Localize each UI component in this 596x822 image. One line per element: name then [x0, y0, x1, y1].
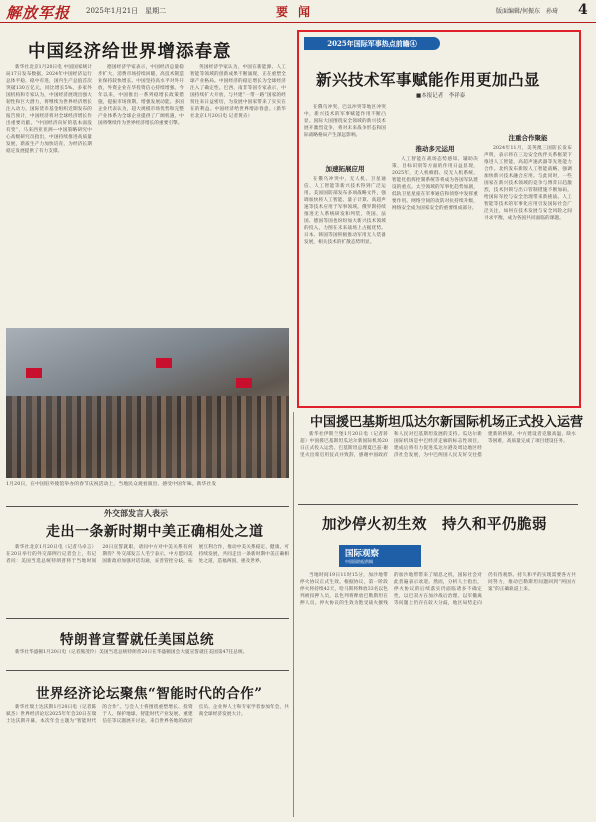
article-ceasefire: 当地时间19日11时15分，加沙地带停火协议正式生效。根据协议，第一阶段停火将持续42天，哈马斯将释放33名以色列被扣押人员，以色列将释放巴勒斯坦在押人员。停火协议的生效为饱受战火摧残的加沙地带带来了喘息之机，国际社会对此普遍表示欢迎。然而，分析人士指出，停火协议的后续落实仍面临诸多不确定性，以巴双方在加沙战后治理、以军撤离等问题上仍存在较大分歧，地区局势走向仍有待观察。持久和平的实现需要各方共同努力，推动巴勒斯坦问题回到“两国方案”的正确轨道上来。: [300, 573, 576, 606]
divider: [298, 504, 578, 505]
news-photo-festival: [6, 328, 289, 478]
article-inauguration: 新华社华盛顿1月20日电（记者熊茂伶）美国当选总统特朗普20日在华盛顿国会大厦宣誓就任美国第47任总统。: [15, 650, 248, 655]
newspaper-logo: 解放军报: [6, 4, 71, 22]
military-lead: 在俄乌冲突、巴以冲突等地区冲突中，新兴技术的军事赋能作用不断凸显。国际大国围绕安全领域的新兴技术展开激烈竞争，将对未来战争形态和国际战略格局产生深远影响。: [304, 105, 386, 138]
international-observation-tag: [339, 545, 421, 567]
article-china-col1: 新华社北京1月20日电 中国国家统计局17日发布数据，2024年中国经济运行总体平稳、稳中有进，国内生产总值首次突破130万亿元，同比增长5%。多家外国机构和专家认为，中国经济展现出强大韧性和巨大潜力，将继续为世界经济增长注入动力。国际货币基金组织近期发布的报告预计，中国经济将对全球经济增长作出重要贡献。“中国经济向好的基本面没有变”，马来西亚亚洲—中国策略研究中心高级研究员指出，中国持续推进高质量发展，新质生产力加快培育，为经济长期稳定发展提供了有力支撑。: [6, 65, 92, 154]
masthead: [0, 0, 596, 23]
issue-date: 2025年1月21日 星期二: [86, 7, 167, 15]
headline-airport: 中国援巴基斯坦瓜达尔新国际机场正式投入运营: [310, 415, 584, 430]
column-divider: [293, 412, 294, 817]
headline-military-tech: 新兴技术军事赋能作用更加凸显: [316, 70, 541, 89]
article-china-col3: 英国经济学家认为，中国在新能源、人工智能等领域的创新成果不断涌现，正在重塑全球产业格局。中国经济的稳定增长为全球经济注入了确定性。巴西、南非等国专家表示，中国持续扩大开放，与共建“一带一路”国家的经贸往来日益密切，为发展中国家带来了实实在在的利益。中国经济给世界增添春意。（新华社北京1月20日电 记者黄垚）: [190, 65, 286, 119]
military-section1: 在俄乌冲突中，无人机、卫星通信、人工智能等新兴技术得到广泛运用。美国国防部发布多项战略文件，强调加快将人工智能、量子计算、高超声速等技术应用于军事领域。俄罗斯持续推进无人系统研发和列装，英国、法国、德国等国也纷纷加大新兴技术领域的投入，力图在未来战场上占据优势。日本、韩国等国积极推动军用无人装备发展，相关技术的扩散态势明显。: [304, 177, 386, 245]
photo-caption: 1月20日，在中国驻外使馆举办的春节庆祝活动上，当地民众观看演出、感受中国年味。新华社发: [6, 482, 217, 487]
kicker-foreign: 外交部发言人表示: [104, 508, 168, 518]
intl-sub: 中国国防报供稿: [345, 559, 373, 564]
military-section2: 人工智能在战场态势感知、辅助决策、目标识别等方面的作用日益显现，2025年，无人机蜂群、反无人机系统、智能化指挥控制系统等将成为各国军队建设的重点。太空领域的军事化趋势加剧，低轨卫星星座在军事通信和侦察中发挥重要作用。网络空间的攻防对抗持续升级，网络安全成为国家安全的重要组成部分。: [392, 157, 478, 211]
headline-ceasefire: 加沙停火初生效 持久和平仍脆弱: [322, 516, 547, 533]
intl-label: 国际观察: [345, 549, 380, 559]
subhead-expand: 加速拓展应用: [325, 165, 365, 173]
divider: [6, 670, 289, 671]
subhead-diverse: 推动多元运用: [415, 145, 455, 153]
article-foreign: 新华社北京1月20日电（记者马卓言）在20日举行的外交部例行记者会上，有记者问：美国当选总统特朗普将于当地时间20日宣誓就职，请问中方对中美关系有何期待？外交部发言人毛宁表示，中方愿同美国新政府加强对话沟通，妥善管控分歧，拓展互利合作，推动中美关系稳定、健康、可持续发展，共同走出一条新时期中美正确相处之道，造福两国，惠及世界。: [6, 545, 289, 564]
headline-wef: 世界经济论坛聚焦“智能时代的合作”: [36, 686, 263, 702]
byline: ■本报记者 李祥泰: [416, 93, 466, 99]
article-airport: 新华社伊斯兰堡1月20日电（记者蒋超）中国援巴基斯坦瓜达尔新国际机场20日正式投入运营。巴基斯坦总理夏巴兹·谢里夫出席启用仪式并致辞，感谢中国政府和人民对巴基斯坦发展的支持。瓜达尔新国际机场是中巴经济走廊的标志性项目，建成后将有力促进瓜达尔港及周边地区经济社会发展，为中巴两国人民友好交往搭建新的桥梁。中方建设者克服高温、缺水等困难，高质量完成了项目建设任务。: [300, 432, 576, 458]
headline-china-economy: 中国经济给世界增添春意: [28, 42, 232, 62]
article-wef: 新华社瑞士达沃斯1月20日电（记者陈斌杰）世界经济论坛2025年年会20日在瑞士达沃斯开幕，本次年会主题为“智能时代的合作”。与会人士将围绕重塑增长、投资于人、保护地球、智能时代产业发展、重建信任等议题展开讨论。来自世界各地的政府官员、企业界人士和专家学者参加年会，共商全球经济发展大计。: [6, 705, 289, 724]
article-china-col2: 德国经济学家表示，中国经济总量稳步扩大，消费市场持续回暖，高技术制造业保持较快增长。中国坚持高水平对外开放，外资企业在华投资信心持续增强。今年以来，中国推出一系列稳增长政策措施，提振市场预期，增强发展动能。多国企业代表认为，超大规模市场优势和完整产业体系为全球企业提供了广阔机遇，中国将继续作为世界经济增长的重要引擎。: [98, 65, 184, 126]
series-banner: 2025年国际军事热点前瞻④: [304, 37, 440, 50]
divider: [6, 618, 289, 619]
page-editor: 版面编辑/何振东 孙琦: [496, 8, 559, 15]
military-section3: 2024年11月，美英澳三国防长发布声明，表示将在三边安全伙伴关系框架下推进人工智能、高超声速武器等先进能力合作。北约发布新版人工智能战略，强调加快新兴技术融合应用。与此同时，一些国家在新兴技术领域的竞争与博弈日趋激烈，技术封锁与出口管制措施不断加码，给国际军控与安全治理带来新挑战。人工智能等技术的军事化应用引发国际社会广泛关注，如何在技术发展与安全风险之间寻求平衡，成为各国共同面临的课题。: [484, 146, 572, 221]
section-title: 要闻: [276, 5, 321, 19]
divider: [6, 506, 289, 507]
page-number: 4: [578, 2, 588, 18]
headline-inauguration: 特朗普宣誓就任美国总统: [60, 632, 214, 648]
headline-china-us: 走出一条新时期中美正确相处之道: [46, 524, 264, 540]
subhead-cooperate: 注重合作聚能: [508, 134, 548, 142]
